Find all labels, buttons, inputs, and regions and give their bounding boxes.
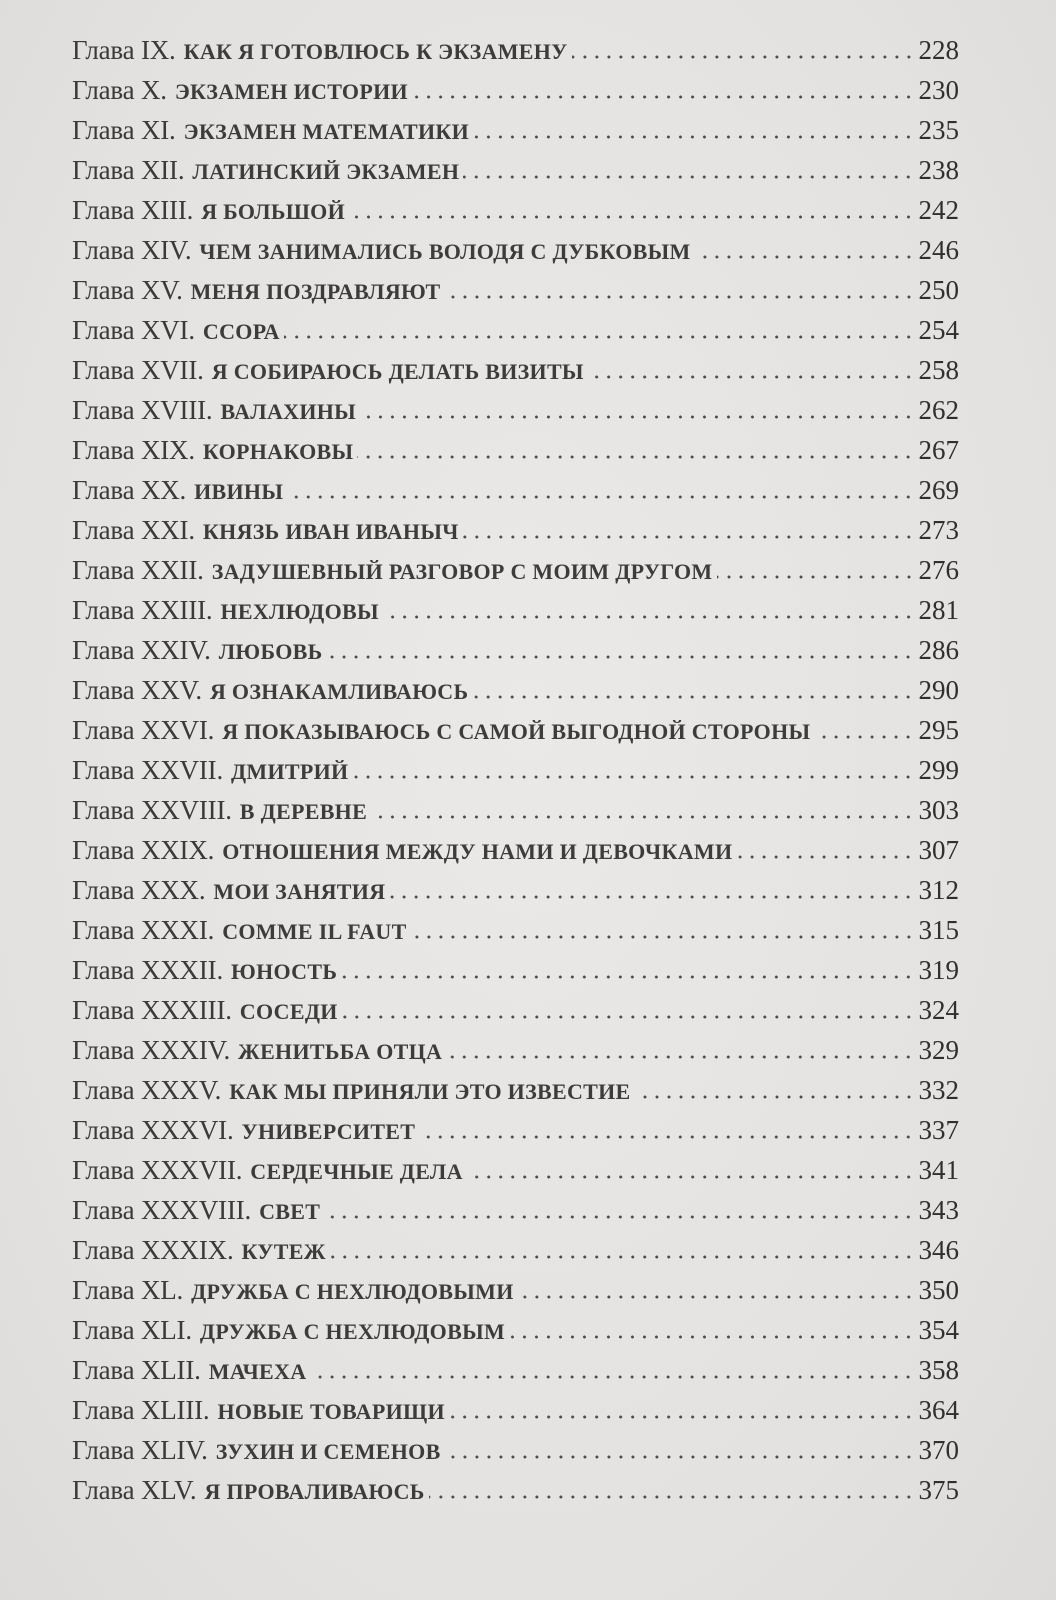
page-number: 228 [918, 35, 959, 65]
toc-entry [72, 790, 959, 830]
page-number: 315 [918, 915, 959, 945]
chapter-title: ИВИНЫ [194, 479, 284, 504]
toc-entry [72, 910, 959, 950]
page-number: 332 [918, 1075, 959, 1105]
chapter-title: НЕХЛЮДОВЫ [220, 599, 379, 624]
page-number: 364 [918, 1395, 959, 1425]
page-number: 307 [918, 835, 959, 865]
chapter-title: ЭКЗАМЕН МАТЕМАТИКИ [183, 119, 470, 144]
dot-leader [357, 455, 914, 459]
dot-leader [352, 775, 914, 779]
toc-entry [72, 1230, 959, 1270]
toc-entry [72, 70, 959, 110]
toc-entry [72, 350, 959, 390]
page-number: 230 [918, 75, 959, 105]
chapter-number: Глава XXIII. [72, 595, 213, 625]
page-number: 299 [918, 755, 959, 785]
page-number: 329 [918, 1035, 959, 1065]
toc-entry [72, 670, 959, 710]
chapter-number: Глава XLV. [72, 1475, 197, 1505]
chapter-title: УНИВЕРСИТЕТ [241, 1119, 416, 1144]
dot-leader [509, 1335, 914, 1339]
page-number: 258 [918, 355, 959, 385]
dot-leader [445, 295, 915, 299]
chapter-number: Глава XXXVII. [72, 1155, 243, 1185]
chapter-title: МАЧЕХА [208, 1359, 307, 1384]
page-number: 242 [918, 195, 959, 225]
page-number: 343 [918, 1195, 959, 1225]
page-number: 375 [918, 1475, 959, 1505]
chapter-number: Глава XXXV. [72, 1075, 222, 1105]
chapter-number: Глава XXX. [72, 875, 206, 905]
dot-leader [284, 335, 915, 339]
chapter-number: Глава XII. [72, 155, 185, 185]
chapter-number: Глава XXVI. [72, 715, 215, 745]
dot-leader [472, 695, 914, 699]
chapter-title: ВАЛАХИНЫ [220, 399, 357, 424]
page-number: 341 [918, 1155, 959, 1185]
toc-entry [72, 310, 959, 350]
dot-leader [445, 1455, 915, 1459]
chapter-title: Я БОЛЬШОЙ [201, 199, 346, 224]
toc-entry [72, 190, 959, 230]
page-number: 246 [918, 235, 959, 265]
chapter-title: КНЯЗЬ ИВАН ИВАНЫЧ [202, 519, 459, 544]
chapter-number: Глава XLIV. [72, 1435, 208, 1465]
chapter-number: Глава XL. [72, 1275, 184, 1305]
chapter-title: ЗАДУШЕВНЫЙ РАЗГОВОР С МОИМ ДРУГОМ [211, 559, 713, 584]
chapter-number: Глава XLII. [72, 1355, 201, 1385]
chapter-title: СОСЕДИ [239, 999, 338, 1024]
dot-leader [310, 1375, 914, 1379]
dot-leader [383, 615, 915, 619]
chapter-number: Глава XXIV. [72, 635, 211, 665]
dot-leader [360, 415, 914, 419]
dot-leader [449, 1415, 915, 1419]
chapter-title: Я ОЗНАКАМЛИВАЮСЬ [209, 679, 469, 704]
toc-entry [72, 1270, 959, 1310]
page-number: 295 [918, 715, 959, 745]
page-number: 273 [918, 515, 959, 545]
page-number: 346 [918, 1235, 959, 1265]
chapter-number: Глава XLIII. [72, 1395, 210, 1425]
chapter-number: Глава XX. [72, 475, 187, 505]
chapter-number: Глава XV. [72, 275, 183, 305]
chapter-number: Глава XLI. [72, 1315, 192, 1345]
chapter-title: ЖЕНИТЬБА ОТЦА [238, 1039, 443, 1064]
dot-leader [389, 895, 914, 899]
page-number: 238 [918, 155, 959, 185]
chapter-number: Глава XXIX. [72, 835, 215, 865]
dot-leader [349, 215, 914, 219]
chapter-number: Глава IX. [72, 35, 176, 65]
page-number: 276 [918, 555, 959, 585]
dot-leader [463, 535, 915, 539]
dot-leader [467, 1175, 915, 1179]
dot-leader [695, 255, 915, 259]
chapter-title: МОИ ЗАНЯТИЯ [213, 879, 386, 904]
chapter-title: ЧЕМ ЗАНИМАЛИСЬ ВОЛОДЯ С ДУБКОВЫМ [199, 239, 691, 264]
chapter-number: Глава XXVIII. [72, 795, 232, 825]
chapter-number: Глава XXXVIII. [72, 1195, 252, 1225]
dot-leader [341, 975, 914, 979]
toc-entry [72, 430, 959, 470]
page-number: 290 [918, 675, 959, 705]
toc-entry [72, 990, 959, 1030]
chapter-title: ДРУЖБА С НЕХЛЮДОВЫМИ [191, 1279, 514, 1304]
toc-entry [72, 510, 959, 550]
dot-leader [342, 1015, 915, 1019]
dot-leader [419, 1135, 914, 1139]
chapter-title: ЛЮБОВЬ [218, 639, 323, 664]
page-number: 350 [918, 1275, 959, 1305]
page-number: 312 [918, 875, 959, 905]
dot-leader [518, 1295, 915, 1299]
dot-leader [324, 1215, 914, 1219]
table-of-contents [72, 30, 959, 1510]
dot-leader [326, 655, 914, 659]
page-number: 267 [918, 435, 959, 465]
page-number: 269 [918, 475, 959, 505]
chapter-title: ЛАТИНСКИЙ ЭКЗАМЕН [192, 159, 460, 184]
page-number: 354 [918, 1315, 959, 1345]
toc-entry [72, 1350, 959, 1390]
chapter-number: Глава XIX. [72, 435, 195, 465]
toc-entry [72, 830, 959, 870]
toc-entry [72, 1430, 959, 1470]
toc-entry [72, 950, 959, 990]
chapter-title: ЭКЗАМЕН ИСТОРИИ [174, 79, 408, 104]
chapter-title: ЮНОСТЬ [231, 959, 338, 984]
toc-entry [72, 1310, 959, 1350]
page-number: 358 [918, 1355, 959, 1385]
chapter-title: ДМИТРИЙ [231, 759, 349, 784]
toc-entry [72, 470, 959, 510]
chapter-number: Глава XXXIII. [72, 995, 232, 1025]
toc-entry [72, 870, 959, 910]
chapter-number: Глава XXXIX. [72, 1235, 234, 1265]
page-number: 303 [918, 795, 959, 825]
chapter-number: Глава XXXII. [72, 955, 223, 985]
dot-leader [330, 1255, 915, 1259]
chapter-title: Я ПОКАЗЫВАЮСЬ С САМОЙ ВЫГОДНОЙ СТОРОНЫ [222, 719, 811, 744]
toc-entry [72, 110, 959, 150]
toc-entry [72, 710, 959, 750]
toc-entry [72, 230, 959, 270]
toc-entry [72, 150, 959, 190]
chapter-number: Глава XXII. [72, 555, 204, 585]
chapter-title: КАК Я ГОТОВЛЮСЬ К ЭКЗАМЕНУ [183, 39, 568, 64]
page-number: 281 [918, 595, 959, 625]
toc-entry [72, 1390, 959, 1430]
chapter-title: В ДЕРЕВНЕ [239, 799, 368, 824]
dot-leader [411, 935, 915, 939]
chapter-title: COMME IL FAUT [222, 919, 407, 944]
toc-entry [72, 390, 959, 430]
page-number: 250 [918, 275, 959, 305]
chapter-number: Глава XXI. [72, 515, 195, 545]
page-number: 235 [918, 115, 959, 145]
chapter-number: Глава XXV. [72, 675, 202, 705]
chapter-number: Глава XXXI. [72, 915, 215, 945]
page-number: 262 [918, 395, 959, 425]
toc-entry [72, 1190, 959, 1230]
dot-leader [287, 495, 914, 499]
chapter-title: КАК МЫ ПРИНЯЛИ ЭТО ИЗВЕСТИЕ [229, 1079, 631, 1104]
page-number: 254 [918, 315, 959, 345]
dot-leader [588, 375, 915, 379]
chapter-number: Глава XXXIV. [72, 1035, 231, 1065]
dot-leader [446, 1055, 914, 1059]
chapter-title: ЗУХИН И СЕМЕНОВ [215, 1439, 441, 1464]
chapter-title: Я ПРОВАЛИВАЮСЬ [204, 1479, 425, 1504]
toc-entry [72, 1150, 959, 1190]
page-number: 324 [918, 995, 959, 1025]
chapter-number: Глава XXVII. [72, 755, 223, 785]
chapter-number: Глава X. [72, 75, 167, 105]
chapter-title: ДРУЖБА С НЕХЛЮДОВЫМ [199, 1319, 506, 1344]
toc-entry [72, 1470, 959, 1510]
toc-entry [72, 270, 959, 310]
chapter-title: ССОРА [202, 319, 280, 344]
page-number: 337 [918, 1115, 959, 1145]
chapter-number: Глава XIV. [72, 235, 192, 265]
toc-entry [72, 1030, 959, 1070]
dot-leader [814, 735, 914, 739]
chapter-title: ОТНОШЕНИЯ МЕЖДУ НАМИ И ДЕВОЧКАМИ [222, 839, 733, 864]
page-number: 370 [918, 1435, 959, 1465]
chapter-number: Глава XXXVI. [72, 1115, 234, 1145]
dot-leader [473, 135, 914, 139]
dot-leader [572, 55, 915, 59]
page-number: 286 [918, 635, 959, 665]
chapter-title: Я СОБИРАЮСЬ ДЕЛАТЬ ВИЗИТЫ [211, 359, 584, 384]
chapter-title: СВЕТ [259, 1199, 321, 1224]
page-number: 319 [918, 955, 959, 985]
toc-entry [72, 750, 959, 790]
chapter-number: Глава XIII. [72, 195, 194, 225]
toc-entry [72, 1070, 959, 1110]
dot-leader [412, 95, 915, 99]
chapter-number: Глава XVII. [72, 355, 204, 385]
chapter-title: КУТЕЖ [241, 1239, 326, 1264]
chapter-title: СЕРДЕЧНЫЕ ДЕЛА [250, 1159, 463, 1184]
chapter-number: Глава XVIII. [72, 395, 213, 425]
chapter-number: Глава XVI. [72, 315, 195, 345]
dot-leader [717, 575, 915, 579]
dot-leader [371, 815, 914, 819]
chapter-number: Глава XI. [72, 115, 176, 145]
dot-leader [635, 1095, 915, 1099]
chapter-title: КОРНАКОВЫ [202, 439, 354, 464]
dot-leader [736, 855, 914, 859]
toc-entry [72, 30, 959, 70]
chapter-title: НОВЫЕ ТОВАРИЩИ [217, 1399, 445, 1424]
dot-leader [463, 175, 914, 179]
toc-entry [72, 630, 959, 670]
chapter-title: МЕНЯ ПОЗДРАВЛЯЮТ [190, 279, 441, 304]
toc-entry [72, 550, 959, 590]
dot-leader [429, 1495, 915, 1499]
toc-entry [72, 1110, 959, 1150]
toc-entry [72, 590, 959, 630]
